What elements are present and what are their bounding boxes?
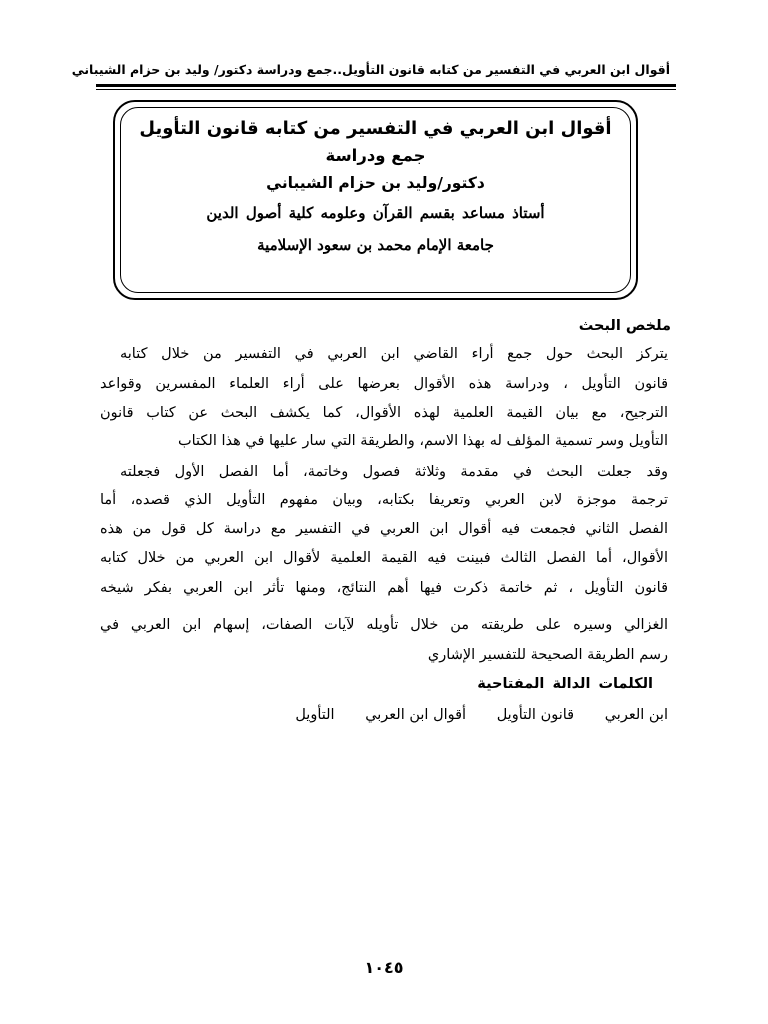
abstract-line: الأقوال، أما الفصل الثالث فبينت فيه القيمة العلمية لأقوال ابن العربي من خلال كتابه [100, 550, 668, 566]
page-number: ١٠٤٥ [364, 958, 404, 977]
abstract-line: رسم الطريقة الصحيحة للتفسير الإشاري [427, 647, 668, 663]
abstract-heading: ملخص البحث [578, 318, 671, 334]
abstract-line: قانون التأويل ، ودراسة هذه الأقوال بعرضها على أراء العلماء المفسرين وقواعد [100, 376, 668, 392]
author-university: جامعة الإمام محمد بن سعود الإسلامية [257, 236, 494, 254]
author-position: أستاذ مساعد بقسم القرآن وعلومه كلية أصول الدين [206, 204, 545, 222]
keyword-item: ابن العربي [604, 707, 668, 723]
header-rule-thick [96, 84, 676, 87]
abstract-line: قانون التأويل ، ثم خاتمة ذكرت فيها أهم النتائج، ومنها تأثر ابن العربي بفكر شيخه [100, 580, 668, 596]
author-name: دكتور/وليد بن حزام الشيباني [266, 174, 485, 192]
keywords-list [269, 707, 668, 723]
abstract-line: ترجمة موجزة لابن العربي وتعريفا بكتابه، وبيان مفهوم التأويل الذي قصده، أما [100, 492, 668, 508]
running-header: أقوال ابن العربي في التفسير من كتابه قانون التأويل..جمع ودراسة دكتور/ وليد بن حزام الشيباني [71, 62, 670, 77]
keywords-heading: الكلمات الدالة المفتاحية [477, 676, 653, 692]
abstract-line: يتركز البحث حول جمع أراء القاضي ابن العربي في التفسير من خلال كتابه [120, 346, 668, 362]
paper-subtitle: جمع ودراسة [325, 146, 426, 165]
header-rule-thin [96, 89, 676, 90]
abstract-line: الغزالي وسيره على طريقته من خلال تأويله لآيات الصفات، إسهام ابن العربي في [100, 617, 668, 633]
paper-title: أقوال ابن العربي في التفسير من كتابه قانون التأويل [139, 118, 612, 139]
abstract-line: الفصل الثاني فجمعت فيه أقوال ابن العربي في التفسير مع دراسة كل قول من هذه [100, 521, 668, 537]
abstract-line: وقد جعلت البحث في مقدمة وثلاثة فصول وخاتمة، أما الفصل الأول فجعلته [120, 464, 668, 480]
abstract-line: التأويل وسر تسمية المؤلف له بهذا الاسم، والطريقة التي سار عليها في هذا الكتاب [177, 433, 668, 449]
keyword-item: قانون التأويل [496, 707, 575, 723]
keyword-item: أقوال ابن العربي [365, 707, 467, 723]
abstract-line: الترجيح، مع بيان القيمة العلمية لهذه الأقوال، كما يكشف البحث عن كتاب قانون [100, 405, 668, 421]
title-frame [120, 107, 631, 293]
keyword-item: التأويل [295, 707, 335, 723]
